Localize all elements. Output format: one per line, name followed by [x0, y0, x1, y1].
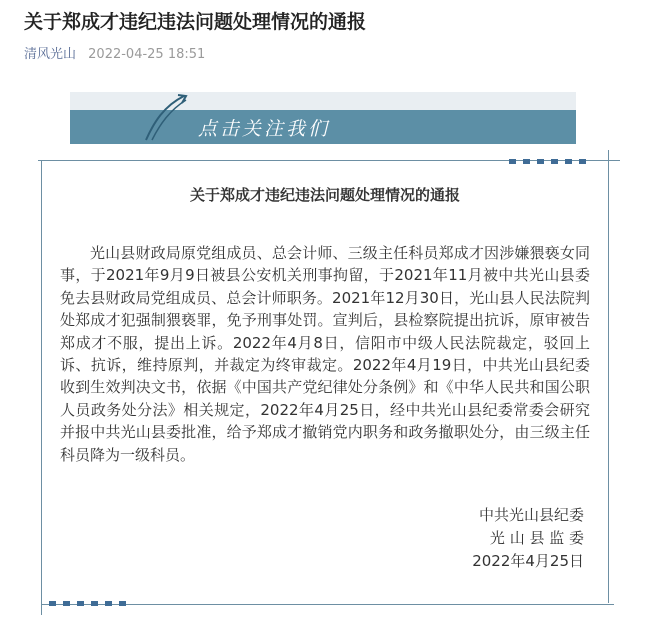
frame-dots-top — [509, 159, 586, 164]
signature-org-supervision: 光 山 县 监 委 — [489, 529, 584, 547]
frame-bottom-line — [42, 604, 614, 605]
frame-right-line — [608, 150, 609, 603]
follow-us-label: 点击关注我们 — [198, 118, 331, 140]
frame-dots-bottom — [49, 601, 126, 606]
notice-body: 光山县财政局原党组成员、总会计师、三级主任科员郑成才因涉嫌猥亵女同事，于2021年9月9日被县公安机关刑事拘留，于2021年11月被中共光山县委免去县财政局党组成员、总会计师职务。2021年12月30日，光山县人民法院判处郑成才犯强制猥亵罪，免予刑事处罚。宣判后，县检察院提出抗诉，原审被告郑成才不服，提出上诉。2022年4月8日，信阳市中级人民法院裁定，驳回上诉、抗诉，维持原判，并裁定为终审裁定。2022年4月19日，中共光山县纪委收到生效判决文书，依据《中国共产党纪律处分条例》和《中华人民共和国公职人员政务处分法》相关规定，2022年4月25日，经中共光山县纪委常委会研究并报中共光山县委批准，给予郑成才撤销党内职务和政务撤职处分，由三级主任科员降为一级科员。 — [60, 244, 590, 464]
signature-date: 2022年4月25日 — [472, 552, 584, 570]
article-meta — [24, 46, 205, 64]
feather-arrow-icon — [140, 92, 190, 144]
signature-block — [472, 504, 584, 573]
signature-org-discipline: 中共光山县纪委 — [478, 506, 584, 524]
publish-date: 2022-04-25 18:51 — [88, 47, 206, 62]
frame-left-line — [41, 160, 42, 615]
notice-title: 关于郑成才违纪违法问题处理情况的通报 — [189, 186, 460, 204]
author-link[interactable]: 清风光山 — [24, 47, 77, 62]
article-title: 关于郑成才违纪违法问题处理情况的通报 — [24, 11, 367, 33]
follow-banner[interactable] — [70, 92, 576, 144]
